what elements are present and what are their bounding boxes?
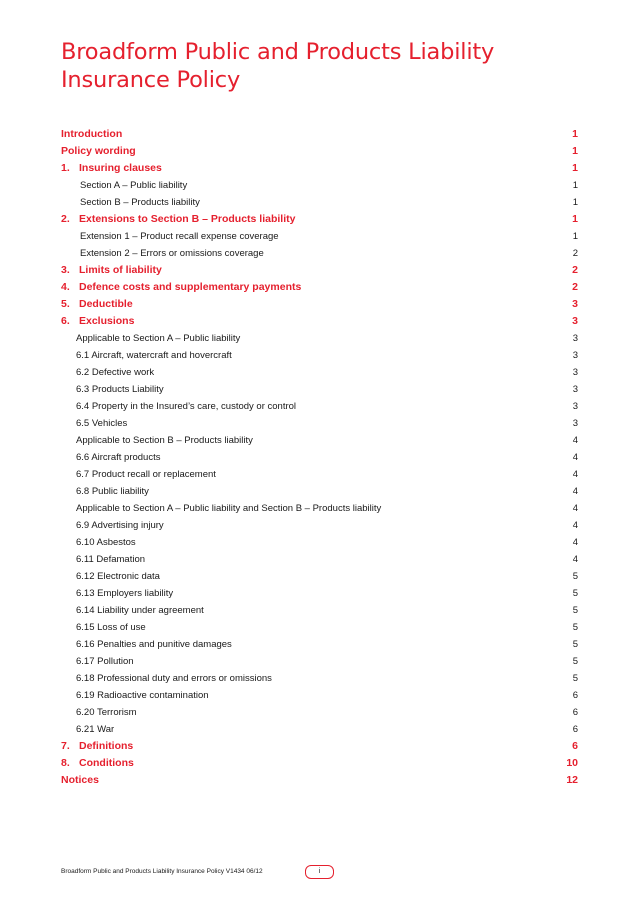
- toc-entry-text: 6.11 Defamation: [76, 554, 146, 565]
- toc-entry[interactable]: [61, 296, 578, 313]
- toc-entry[interactable]: [61, 245, 578, 262]
- toc-entry-page: 4: [572, 486, 578, 497]
- toc-entry-text: 6.13 Employers liability: [76, 588, 174, 599]
- toc-entry-label: [80, 194, 200, 211]
- toc-entry-label: [76, 636, 232, 653]
- toc-entry[interactable]: [61, 330, 578, 347]
- toc-entry-page: 5: [572, 571, 578, 582]
- toc-entry-text: Applicable to Section A – Public liability: [76, 333, 241, 344]
- toc-entry[interactable]: [61, 415, 578, 432]
- toc-entry-number: 8.: [61, 757, 70, 769]
- toc-entry-label: [76, 483, 149, 500]
- toc-entry-page: 6: [572, 707, 578, 718]
- toc-entry-text: 6.7 Product recall or replacement: [76, 469, 216, 480]
- toc-entry-label: [61, 296, 133, 313]
- toc-entry-label: [61, 279, 301, 296]
- toc-entry-label: [61, 772, 99, 789]
- toc-entry-text: 6.8 Public liability: [76, 486, 149, 497]
- toc-entry-page: 3: [572, 350, 578, 361]
- toc-entry[interactable]: [61, 755, 578, 772]
- toc-entry[interactable]: [61, 194, 578, 211]
- toc-entry-page: 3: [572, 384, 578, 395]
- toc-entry-text: Definitions: [79, 740, 134, 752]
- toc-entry-text: 6.15 Loss of use: [76, 622, 146, 633]
- toc-entry-page: 5: [572, 588, 578, 599]
- toc-entry-page: 5: [572, 673, 578, 684]
- toc-entry-text: Section B – Products liability: [80, 197, 200, 208]
- toc-entry-label: [80, 245, 264, 262]
- toc-entry-text: Introduction: [61, 128, 123, 140]
- toc-entry-page: 3: [572, 298, 578, 310]
- toc-entry-text: 6.14 Liability under agreement: [76, 605, 204, 616]
- toc-entry-text: 6.19 Radioactive contamination: [76, 690, 209, 701]
- toc-entry-label: [80, 228, 279, 245]
- toc-entry[interactable]: [61, 687, 578, 704]
- toc-entry[interactable]: [61, 432, 578, 449]
- toc-entry-page: 4: [572, 554, 578, 565]
- toc-entry-label: [76, 568, 160, 585]
- toc-entry-page: 1: [572, 162, 578, 174]
- toc-entry-text: 6.18 Professional duty and errors or omissions: [76, 673, 272, 684]
- footer-text: Broadform Public and Products Liability Insurance Policy V1434 06/12: [61, 868, 263, 875]
- toc-entry-page: 2: [572, 248, 578, 259]
- toc-entry[interactable]: [61, 534, 578, 551]
- toc-entry[interactable]: [61, 398, 578, 415]
- toc-entry[interactable]: [61, 211, 578, 228]
- toc-entry-text: Limits of liability: [79, 264, 162, 276]
- toc-entry-page: 4: [572, 503, 578, 514]
- toc-entry-text: Section A – Public liability: [80, 180, 188, 191]
- toc-entry-text: 6.12 Electronic data: [76, 571, 160, 582]
- toc-entry-label: [76, 415, 127, 432]
- toc-entry-page: 4: [572, 452, 578, 463]
- title-line-1: Broadform Public and Products Liability: [61, 39, 495, 65]
- toc-entry-label: [61, 262, 162, 279]
- toc-entry-label: [76, 432, 253, 449]
- toc-entry[interactable]: [61, 517, 578, 534]
- toc-entry-page: 1: [572, 213, 578, 225]
- toc-entry-label: [76, 347, 232, 364]
- toc-entry-page: 3: [572, 333, 578, 344]
- toc-entry-number: 4.: [61, 281, 70, 293]
- toc-entry-page: 6: [572, 724, 578, 735]
- toc-entry[interactable]: [61, 160, 578, 177]
- toc-entry[interactable]: [61, 466, 578, 483]
- toc-entry-text: 6.16 Penalties and punitive damages: [76, 639, 232, 650]
- toc-entry[interactable]: [61, 228, 578, 245]
- toc-entry[interactable]: [61, 262, 578, 279]
- toc-entry-label: [76, 330, 240, 347]
- toc-entry-page: 6: [572, 690, 578, 701]
- toc-entry-text: Extension 2 – Errors or omissions coverage: [80, 248, 264, 259]
- toc-entry[interactable]: [61, 653, 578, 670]
- toc-entry-page: 4: [572, 537, 578, 548]
- toc-entry-label: [76, 704, 137, 721]
- toc-entry[interactable]: [61, 449, 578, 466]
- toc-entry-page: 3: [572, 315, 578, 327]
- toc-entry-label: [76, 670, 272, 687]
- toc-entry-page: 1: [572, 128, 578, 140]
- toc-entry-label: [76, 551, 145, 568]
- toc-entry[interactable]: [61, 126, 578, 143]
- toc-entry-page: 2: [572, 281, 578, 293]
- toc-entry[interactable]: [61, 551, 578, 568]
- toc-entry-text: Defence costs and supplementary payments: [79, 281, 302, 293]
- toc-entry-page: 4: [572, 469, 578, 480]
- toc-entry[interactable]: [61, 704, 578, 721]
- toc-entry-text: 6.4 Property in the Insured’s care, custody or control: [76, 401, 297, 412]
- toc-entry-label: [76, 466, 216, 483]
- toc-entry[interactable]: [61, 636, 578, 653]
- toc-entry-page: 2: [572, 264, 578, 276]
- toc-entry-label: [76, 534, 136, 551]
- toc-entry-text: Notices: [61, 774, 99, 786]
- toc-entry-text: 6.6 Aircraft products: [76, 452, 161, 463]
- toc-entry-page: 5: [572, 656, 578, 667]
- toc-entry-text: 6.2 Defective work: [76, 367, 155, 378]
- toc-entry-label: [61, 126, 122, 143]
- toc-entry[interactable]: [61, 364, 578, 381]
- page-number-badge: i: [305, 865, 334, 879]
- toc-entry[interactable]: [61, 177, 578, 194]
- toc-entry[interactable]: [61, 381, 578, 398]
- toc-entry-label: [61, 160, 162, 177]
- toc-entry-text: 6.5 Vehicles: [76, 418, 128, 429]
- toc-entry-label: [76, 398, 296, 415]
- toc-entry-page: 6: [572, 740, 578, 752]
- title-line-2: Insurance Policy: [61, 67, 241, 93]
- toc-entry-page: 3: [572, 367, 578, 378]
- toc-entry[interactable]: [61, 313, 578, 330]
- toc-entry-text: Policy wording: [61, 145, 136, 157]
- toc-entry-label: [80, 177, 187, 194]
- toc-entry-label: [76, 653, 134, 670]
- toc-entry-page: 10: [566, 757, 578, 769]
- toc-entry-text: 6.17 Pollution: [76, 656, 134, 667]
- toc-entry-label: [76, 364, 154, 381]
- toc-entry-label: [76, 517, 164, 534]
- toc-entry-text: Insuring clauses: [79, 162, 162, 174]
- toc-entry[interactable]: [61, 568, 578, 585]
- toc-entry-page: 1: [572, 197, 578, 208]
- toc-entry-text: 6.10 Asbestos: [76, 537, 136, 548]
- toc-entry[interactable]: [61, 500, 578, 517]
- toc-entry-page: 3: [572, 418, 578, 429]
- toc-entry[interactable]: [61, 670, 578, 687]
- toc-entry[interactable]: [61, 347, 578, 364]
- toc-entry[interactable]: [61, 143, 578, 160]
- toc-entry-label: [76, 687, 209, 704]
- toc-entry[interactable]: [61, 721, 578, 738]
- toc-entry-label: [61, 313, 134, 330]
- toc-entry-text: Extension 1 – Product recall expense coverage: [80, 231, 279, 242]
- toc-entry-page: 1: [572, 145, 578, 157]
- toc-entry[interactable]: [61, 738, 578, 755]
- toc-entry-page: 5: [572, 622, 578, 633]
- toc-entry-text: 6.3 Products Liability: [76, 384, 164, 395]
- toc-entry-page: 1: [572, 231, 578, 242]
- toc-entry-page: 3: [572, 401, 578, 412]
- toc-entry-text: Exclusions: [79, 315, 135, 327]
- toc-entry-text: Conditions: [79, 757, 134, 769]
- toc-entry-text: 6.20 Terrorism: [76, 707, 137, 718]
- toc-entry[interactable]: [61, 619, 578, 636]
- table-of-contents: [61, 126, 578, 789]
- toc-entry-label: [76, 449, 160, 466]
- toc-entry-page: 4: [572, 435, 578, 446]
- toc-entry-label: [61, 211, 295, 228]
- toc-entry-number: 7.: [61, 740, 70, 752]
- toc-entry[interactable]: [61, 483, 578, 500]
- toc-entry-number: 2.: [61, 213, 70, 225]
- toc-entry-label: [76, 721, 114, 738]
- toc-entry-number: 5.: [61, 298, 70, 310]
- toc-entry-label: [76, 585, 173, 602]
- toc-entry-text: Deductible: [79, 298, 133, 310]
- toc-entry-text: 6.21 War: [76, 724, 115, 735]
- toc-entry-number: 3.: [61, 264, 70, 276]
- toc-entry-page: 1: [572, 180, 578, 191]
- toc-entry-label: [61, 755, 134, 772]
- document-title: [61, 38, 581, 94]
- toc-entry[interactable]: [61, 772, 578, 789]
- toc-entry-page: 12: [566, 774, 578, 786]
- toc-entry-page: 4: [572, 520, 578, 531]
- toc-entry[interactable]: [61, 585, 578, 602]
- toc-entry-text: Extensions to Section B – Products liability: [79, 213, 296, 225]
- toc-entry-label: [61, 143, 136, 160]
- toc-entry-label: [76, 602, 204, 619]
- toc-entry-page: 5: [572, 639, 578, 650]
- toc-entry[interactable]: [61, 602, 578, 619]
- toc-entry-label: [76, 381, 164, 398]
- toc-entry-number: 6.: [61, 315, 70, 327]
- toc-entry-text: 6.1 Aircraft, watercraft and hovercraft: [76, 350, 232, 361]
- toc-entry-text: Applicable to Section B – Products liability: [76, 435, 253, 446]
- toc-entry-label: [61, 738, 133, 755]
- toc-entry-page: 5: [572, 605, 578, 616]
- toc-entry-label: [76, 619, 146, 636]
- toc-entry[interactable]: [61, 279, 578, 296]
- toc-entry-label: [76, 500, 381, 517]
- toc-entry-text: Applicable to Section A – Public liability and Section B – Products liability: [76, 503, 382, 514]
- toc-entry-number: 1.: [61, 162, 70, 174]
- toc-entry-text: 6.9 Advertising injury: [76, 520, 164, 531]
